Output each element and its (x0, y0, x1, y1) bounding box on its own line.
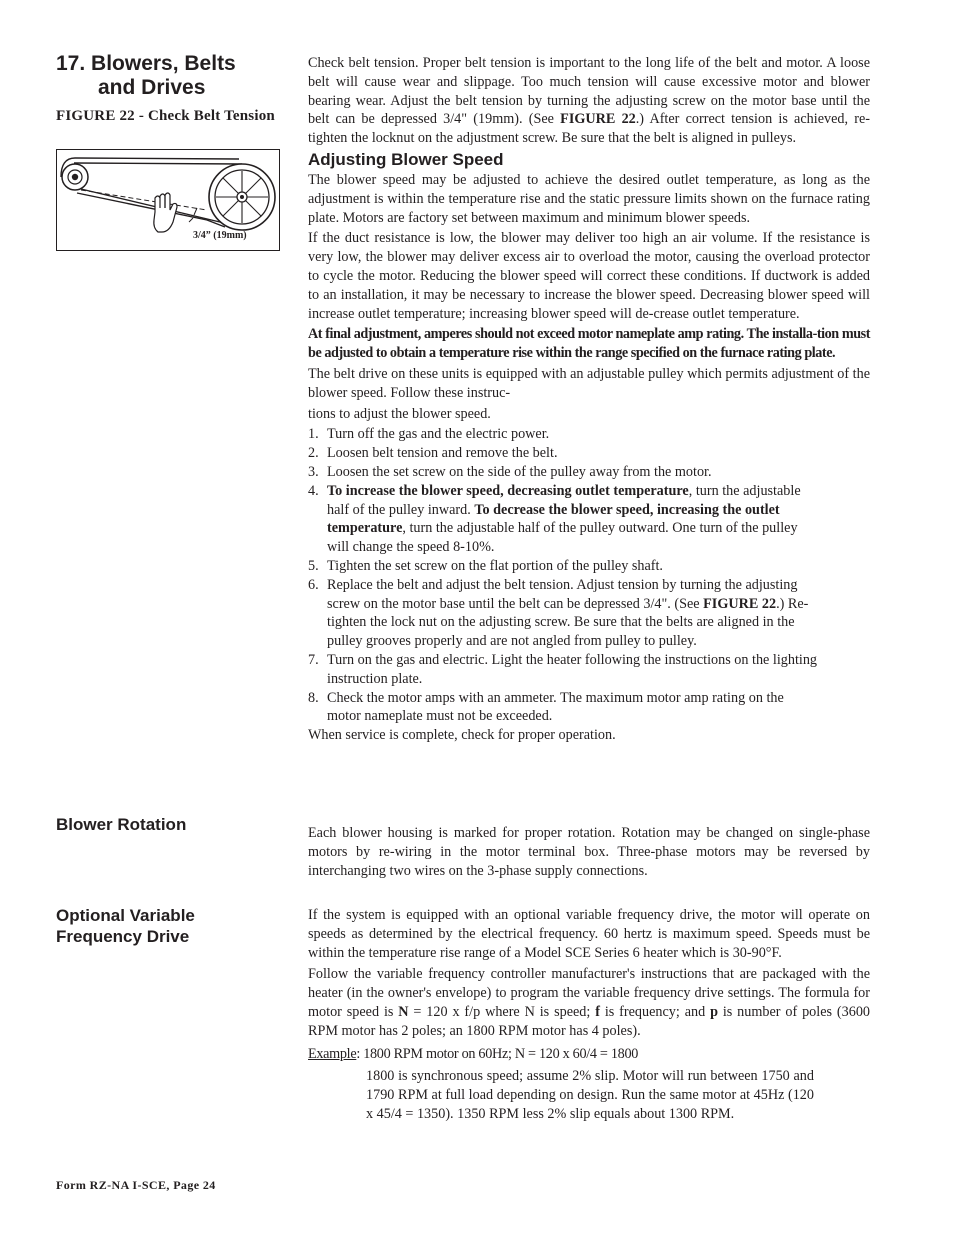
step-number: 4. (308, 482, 319, 499)
belt-tension-text-b: .) After correct tension is achieved, re-tighten the locknut on the adjustment screw. Be sure that the belt is aligned in pulleys. (308, 111, 870, 147)
main-column (308, 54, 870, 747)
list-item (308, 482, 818, 557)
adjust-paragraph-3: The belt drive on these units is equipped with an adjustable pulley which permits adjustment of the blower speed. Follow these instruc- (308, 365, 870, 401)
step-text: Loosen belt tension and remove the belt. (327, 445, 558, 462)
step-text: Turn off the gas and the electric power. (327, 426, 550, 443)
figure-22-belt-tension (56, 149, 280, 251)
belt-tension-text-a: Check belt tension. Proper belt tension is important to the long life of the belt and motor. A loose belt will cause wear and slippage. Too much tension will cause excessive motor and blower bearing wear. Adjust the belt tension by turning the adjusting screw on the motor base until the belt can be depressed 3/4" (19mm). (See (308, 55, 870, 128)
amp-warning: At final adjustment, amperes should not exceed motor nameplate amp rating. The installa-tion must be adjusted to obtain a temperature rise within the range specified on the furnace rating plate. (308, 326, 870, 362)
example-line (308, 1045, 870, 1064)
step-number: 7. (308, 651, 319, 668)
step-number: 3. (308, 463, 319, 480)
step-text: .) Re-tighten the lock nut on the adjusting screw. Be sure that the belts are aligned in the pulley grooves properly and are not angled from pulley to pulley. (327, 595, 809, 650)
hand-pressing-icon (154, 193, 177, 232)
list-item (308, 576, 818, 651)
vfd-text: = 120 x f/p where N is speed; (408, 1003, 596, 1020)
list-item (308, 444, 818, 463)
adjusting-blower-speed-heading: Adjusting Blower Speed (308, 149, 504, 169)
list-item (308, 425, 818, 444)
adjust-paragraph-1: The blower speed may be adjusted to achieve the desired outlet temperature, as long as the adjustment is within the temperature rise and the static pressure limits shown on the furnace rating plate. Motors are factory set between maximum and minimum blower speeds. (308, 171, 870, 226)
vfd-heading (56, 905, 286, 947)
step-text: Check the motor amps with an ammeter. The maximum motor amp rating on the motor nameplate must not be exceeded. (327, 689, 784, 725)
section-title-line2: and Drives (98, 76, 206, 99)
formula-var: N (398, 1003, 409, 1020)
page-footer: Form RZ-NA I-SCE, Page 24 (56, 1178, 216, 1192)
vfd-text: is frequency; and (599, 1003, 711, 1020)
rotation-paragraph: Each blower housing is marked for proper rotation. Rotation may be changed on single-phase motors by re-wiring in the motor terminal box. Three-phase motors may be reversed by interchanging two wires on the 3-phase supply connections. (308, 825, 870, 879)
list-item (308, 463, 818, 482)
step-text: , turn the adjustable half of the pulley inward. (327, 482, 801, 518)
figure-ref: FIGURE 22 (703, 595, 777, 612)
step-text: , turn the adjustable half of the pulley outward. One turn of the pulley will change the speed 8-10%. (327, 520, 798, 556)
step-number: 1. (308, 426, 319, 443)
vfd-paragraph-1: If the system is equipped with an optional variable frequency drive, the motor will operate on speeds as determined by the electrical frequency. 60 hertz is maximum speed. Speeds must be within the temperature rise range of a Model SCE Series 6 heater which is 30-90°F. (308, 907, 870, 961)
step-bold-text: To increase the blower speed, decreasing outlet temperature (327, 482, 689, 499)
formula-var: p (710, 1003, 718, 1020)
vfd-heading-line2: Frequency Drive (56, 927, 190, 946)
motor-pulley-icon (62, 164, 88, 190)
belt-tension-paragraph (308, 54, 870, 148)
blower-wheel-icon (209, 164, 275, 230)
vfd-paragraph-2 (308, 965, 870, 1040)
list-item (308, 557, 818, 576)
step-text: Tighten the set screw on the flat portion of the pulley shaft. (327, 557, 663, 574)
dimension-label: 3/4” (19mm) (193, 230, 247, 241)
belt-tension-diagram (57, 150, 279, 250)
rotation-section (308, 824, 870, 882)
section-title-line1: 17. Blowers, Belts (56, 52, 236, 75)
step-text: Loosen the set screw on the side of the pulley away from the motor. (327, 463, 712, 480)
list-item (308, 651, 818, 689)
vfd-text: Follow the variable frequency controller manufacturer's instructions that are packaged with the heater (in the owner's envelope) to program the variable frequency drive settings. The formula for motor speed is (308, 966, 870, 1020)
step-number: 5. (308, 557, 319, 574)
list-item (308, 689, 818, 727)
adjust-steps-list (308, 425, 818, 726)
step-bold-text: To decrease the blower speed, increasing the outlet temperature (327, 501, 780, 537)
formula-var: f (595, 1003, 600, 1020)
vfd-text: is number of poles (3600 RPM motor has 2 poles; an 1800 RPM motor has 4 poles). (308, 1003, 871, 1039)
adjust-paragraph-2: If the duct resistance is low, the blower may deliver too high an air volume. If the resistance is very low, the blower may deliver excess air to overload the motor, causing the overload protector to cycle the motor. Reducing the blower speed will correct these conditions. If ductwork is added to an installation, it may be necessary to increase the blower speed. Decreasing blower speed will increase outlet temperature; increasing blower speed will de-crease outlet temperature. (308, 230, 870, 322)
example-label: Example (308, 1045, 357, 1062)
step-number: 6. (308, 576, 319, 593)
section-title (56, 52, 296, 100)
step-number: 8. (308, 689, 319, 706)
figure-caption: FIGURE 22 - Check Belt Tension (56, 108, 275, 124)
closing-paragraph: When service is complete, check for proper operation. (308, 727, 616, 744)
figure-ref: FIGURE 22 (560, 111, 636, 128)
step-number: 2. (308, 445, 319, 462)
step-text: Replace the belt and adjust the belt tension. Adjust tension by turning the adjusting screw on the motor base until the belt can be depressed 3/4". (See (327, 576, 798, 612)
example-note: 1800 is synchronous speed; assume 2% slip. Motor will run between 1750 and 1790 RPM at full load depending on design. Run the same motor at 45Hz (120 x 45/4 = 1350). 1350 RPM less 2% slip equals about 1300 RPM. (366, 1068, 814, 1122)
example-text: : 1800 RPM motor on 60Hz; N = 120 x 60/4 = 1800 (356, 1045, 639, 1062)
blower-rotation-heading: Blower Rotation (56, 815, 187, 834)
adjust-paragraph-4: tions to adjust the blower speed. (308, 405, 491, 422)
step-text: Turn on the gas and electric. Light the heater following the instructions on the lighting instruction plate. (327, 651, 818, 687)
vfd-heading-line1: Optional Variable (56, 906, 195, 925)
vfd-section (308, 906, 870, 1126)
